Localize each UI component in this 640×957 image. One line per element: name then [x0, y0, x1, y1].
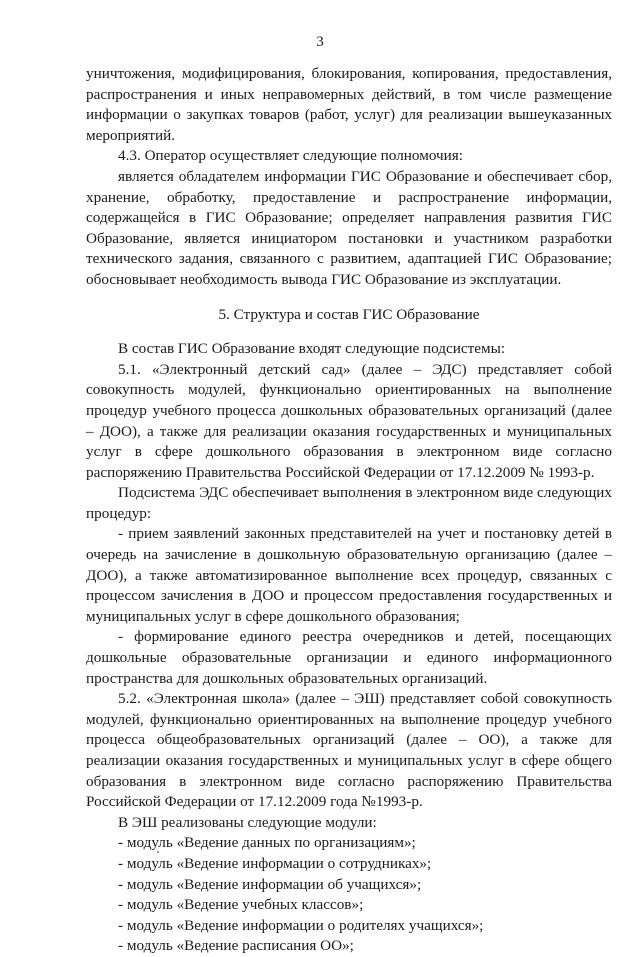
document-body: [86, 64, 612, 957]
section-heading: 5. Структура и состав ГИС Образование: [218, 305, 480, 323]
paragraph-eds-procedures: Подсистема ЭДС обеспечивает выполнения в электронном виде следующих процедур:: [86, 484, 612, 522]
paragraph-4-3: 4.3. Оператор осуществляет следующие полномочия:: [118, 147, 463, 165]
paragraph-eds-item-2: - формирование единого реестра очередников и детей, посещающих дошкольные образовательные организации и единого информационного пространства для дошкольных образовательных организаций.: [86, 628, 612, 687]
list-item: - модуль «Ведение информации об учащихся»;: [118, 875, 422, 893]
scan-speck: [157, 851, 159, 853]
list-item: - модуль «Ведение данных по организациям»;: [118, 834, 416, 852]
list-item: - модуль «Ведение информации о сотрудниках»;: [118, 854, 432, 872]
paragraph-operator-powers: является обладателем информации ГИС Образование и обеспечивает сбор, хранение, обработку, предоставление и распространение информации, содержащейся в ГИС Образование; определяет направления развития ГИС Образование, является инициатором постановки и участником разработки технического задания, связанного с развитием, адаптацией ГИС Образование; обосновывает необходимость вывода ГИС Образование из эксплуатации.: [86, 167, 612, 288]
page-number: 3: [316, 34, 324, 50]
list-item: - модуль «Ведение учебных классов»;: [118, 896, 364, 914]
paragraph-5-2: 5.2. «Электронная школа» (далее – ЭШ) представляет собой совокупность модулей, функционально ориентированных на выполнение процедур учебного процесса общеобразовательных организаций (далее – ОО), а также для реализации оказания государственных и муниципальных услуг в сфере общего образования в электронном виде согласно распоряжению Правительства Российской Федерации от 17.12.2009 года №1993-р.: [86, 690, 612, 811]
paragraph-subsystems-intro: В состав ГИС Образование входят следующие подсистемы:: [118, 340, 506, 358]
paragraph-eds-item-1: - прием заявлений законных представителей на учет и постановку детей в очередь на зачисление в дошкольную образовательную организацию (далее – ДОО), а также автоматизированное выполнение всех процедур, связанных с процессом зачисления в ДОО и процессом предоставления государственных и муниципальных услуг в сфере дошкольного образования;: [86, 525, 612, 625]
paragraph-esh-modules-intro: В ЭШ реализованы следующие модули:: [118, 813, 377, 831]
list-item: - модуль «Ведение информации о родителях учащихся»;: [118, 916, 484, 934]
paragraph-5-1: 5.1. «Электронный детский сад» (далее – ЭДС) представляет собой совокупность модулей, функционально ориентированных на выполнение процедур учебного процесса дошкольных образовательных организаций (далее – ДОО), а также для реализации оказания государственных и муниципальных услуг в сфере дошкольного образования в электронном виде согласно распоряжению Правительства Российской Федерации от 17.12.2009 № 1993-р.: [86, 360, 612, 481]
list-item: - модуль «Ведение расписания ОО»;: [118, 937, 354, 955]
paragraph-continuation: уничтожения, модифицирования, блокирования, копирования, предоставления, распространения и иных неправомерных действий, в том числе размещение информации о закупках товаров (работ, услуг) для реализации вышеуказанных мероприятий.: [86, 65, 612, 144]
